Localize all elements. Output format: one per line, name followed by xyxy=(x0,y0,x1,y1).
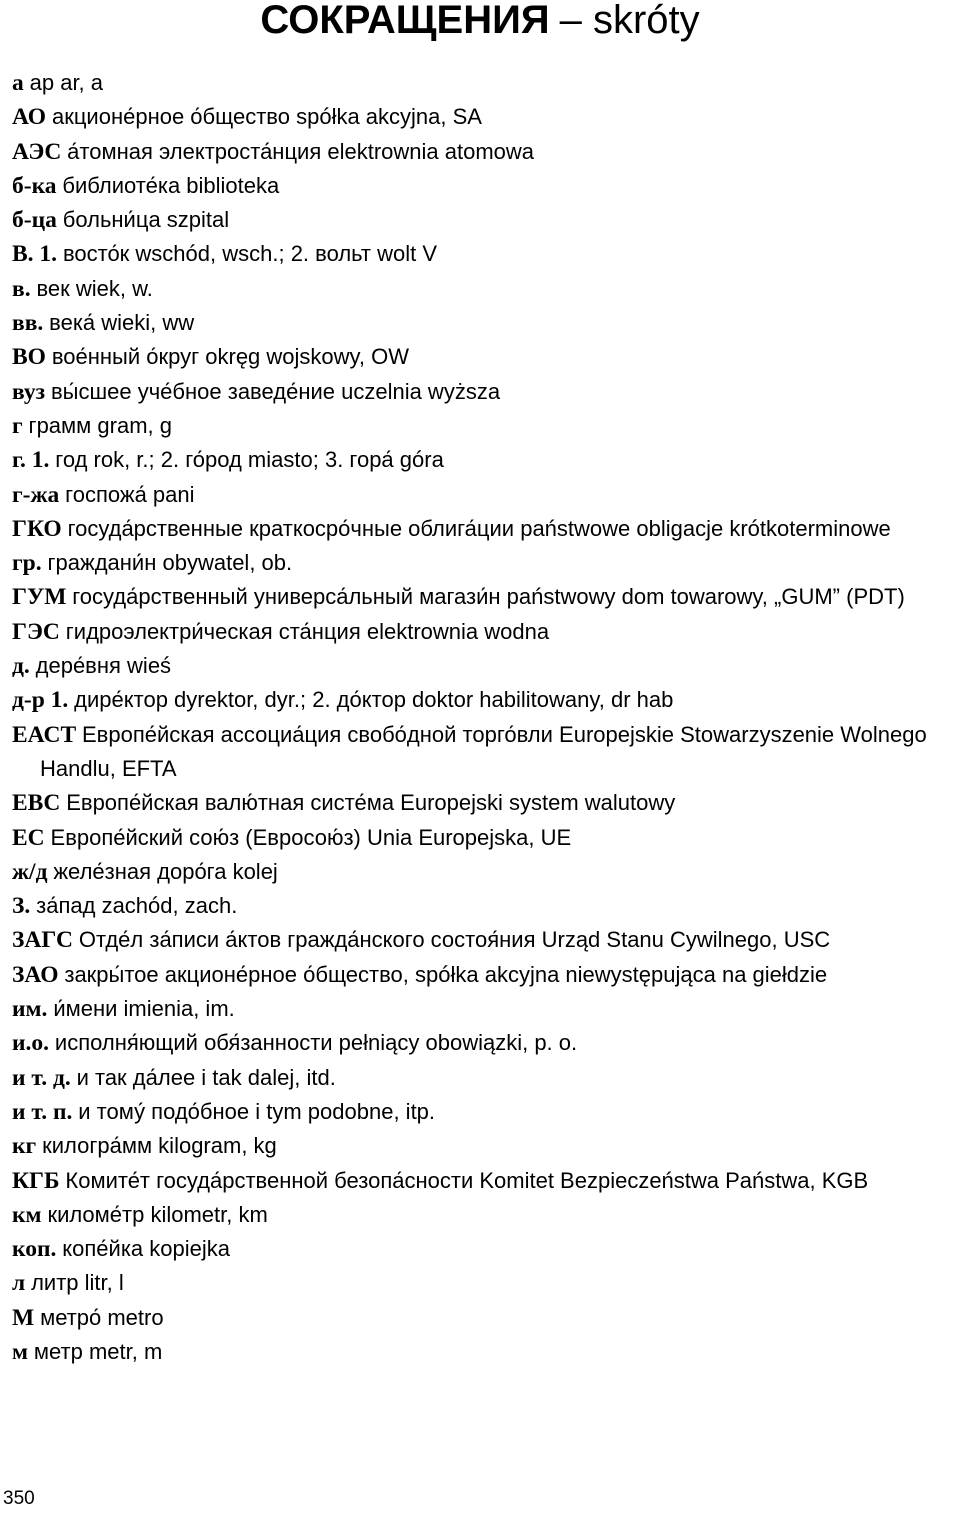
abbreviation-entry xyxy=(12,821,956,855)
abbreviation-term: М xyxy=(12,1304,35,1331)
abbreviation-definition: килогра́мм kilogram, kg xyxy=(42,1133,277,1159)
abbreviation-term: км xyxy=(12,1201,42,1228)
abbreviation-definition: Европе́йский сою́з (Евросою́з) Unia Europejska, UE xyxy=(50,824,572,850)
abbreviation-entry xyxy=(12,855,956,889)
abbreviation-definition: века́ wieki, ww xyxy=(49,310,195,336)
abbreviation-entry xyxy=(12,340,956,374)
abbreviation-entry xyxy=(12,169,956,203)
abbreviation-entry xyxy=(12,135,956,169)
abbreviation-term: АЭС xyxy=(12,138,62,165)
abbreviation-entry xyxy=(12,1164,956,1198)
abbreviation-definition: метро́ metro xyxy=(40,1304,164,1330)
abbreviation-definition: дере́вня wieś xyxy=(35,653,172,679)
abbreviation-term: г. 1. xyxy=(12,447,50,474)
abbreviation-definition: грамм gram, g xyxy=(28,412,172,438)
abbreviation-definition: литр litr, l xyxy=(31,1270,124,1296)
abbreviation-definition: Европе́йская ассоциа́ция свобо́дной торго́вли Europejskie Stowarzyszenie Wolnego Handlu, EFTA xyxy=(40,721,927,781)
abbreviation-definition: и́мени imienia, im. xyxy=(53,996,235,1022)
abbreviation-term: ж/д xyxy=(12,858,48,885)
abbreviation-entry xyxy=(12,1198,956,1232)
abbreviation-entry xyxy=(12,66,956,100)
abbreviation-term: м xyxy=(12,1338,29,1365)
abbreviation-definition: библиоте́ка biblioteka xyxy=(62,172,280,198)
abbreviation-definition: ар ar, a xyxy=(29,70,104,95)
abbreviation-term: ГЭС xyxy=(12,618,60,645)
abbreviation-definition: и так да́лее i tak dalej, itd. xyxy=(76,1064,336,1090)
abbreviation-entry xyxy=(12,512,956,546)
abbreviation-definition: год rok, r.; 2. го́род miasto; 3. гора́ góra xyxy=(55,447,444,473)
abbreviation-definition: Комите́т госуда́рственной безопа́сности Komitet Bezpieczeństwa Państwa, KGB xyxy=(65,1167,869,1193)
abbreviation-entry xyxy=(12,409,956,443)
abbreviation-definition: госуда́рственные краткосро́чные облига́ции państwowe obligacje krótkoterminowe xyxy=(67,515,891,541)
page-number: 350 xyxy=(3,1488,35,1509)
abbreviation-entry xyxy=(12,1095,956,1129)
abbreviation-entry xyxy=(12,1026,956,1060)
abbreviation-term: в. xyxy=(12,275,31,302)
abbreviation-definition: Отде́л за́писи а́ктов гражда́нского состоя́ния Urząd Stanu Cywilnego, USC xyxy=(78,927,831,953)
abbreviation-entry xyxy=(12,375,956,409)
abbreviation-term: и т. п. xyxy=(12,1098,73,1125)
abbreviation-definition: восто́к wschód, wsch.; 2. вольт wolt V xyxy=(62,241,438,267)
abbreviation-definition: вое́нный о́круг okręg wojskowy, OW xyxy=(51,344,409,370)
abbreviation-entry xyxy=(12,1266,956,1300)
abbreviation-entry xyxy=(12,615,956,649)
abbreviation-entry xyxy=(12,786,956,820)
abbreviation-term: ГКО xyxy=(12,515,62,542)
abbreviation-term: коп. xyxy=(12,1236,57,1263)
abbreviation-term: г xyxy=(12,412,23,439)
abbreviation-entry xyxy=(12,237,956,271)
abbreviation-term: ЗАО xyxy=(12,961,59,988)
abbreviation-definition: закры́тое акционе́рное о́бщество, spółka akcyjna niewystępująca na giełdzie xyxy=(64,961,828,987)
abbreviation-term: ГУМ xyxy=(12,584,67,611)
abbreviation-term: ЗАГС xyxy=(12,927,73,954)
abbreviation-term: В. 1. xyxy=(12,241,58,268)
abbreviation-term: д. xyxy=(12,653,30,680)
abbreviation-term: гр. xyxy=(12,550,42,577)
abbreviation-entry xyxy=(12,1335,956,1369)
abbreviation-entry xyxy=(12,478,956,512)
abbreviation-definition: исполня́ющий обя́занности pełniący obowiązki, p. o. xyxy=(54,1030,578,1056)
abbreviation-entry xyxy=(12,718,956,787)
abbreviation-term: им. xyxy=(12,996,48,1023)
abbreviation-definition: и тому́ подо́бное i tym podobne, itp. xyxy=(78,1098,436,1124)
abbreviation-definition: киломе́тр kilometr, km xyxy=(47,1201,268,1227)
abbreviation-definition: дире́ктор dyrektor, dyr.; 2. до́ктор doktor habilitowany, dr hab xyxy=(74,687,674,713)
abbreviation-term: АО xyxy=(12,104,47,131)
abbreviation-term: г-жа xyxy=(12,481,60,508)
abbreviation-term: ЕС xyxy=(12,824,45,851)
abbreviation-entry xyxy=(12,1232,956,1266)
abbreviation-definition: гидроэлектри́ческая ста́нция elektrownia wodna xyxy=(65,618,550,644)
abbreviation-definition: копе́йка kopiejka xyxy=(62,1236,230,1262)
abbreviation-entry xyxy=(12,992,956,1026)
abbreviation-term: ЕАСТ xyxy=(12,721,77,748)
abbreviation-entry xyxy=(12,306,956,340)
abbreviation-definition: желе́зная доро́га kolej xyxy=(53,858,278,884)
abbreviation-term: З. xyxy=(12,893,31,920)
abbreviation-entry xyxy=(12,958,956,992)
abbreviation-entry xyxy=(12,203,956,237)
abbreviation-entry xyxy=(12,100,956,134)
abbreviation-term: д-р 1. xyxy=(12,687,69,714)
abbreviation-entry xyxy=(12,272,956,306)
abbreviation-term: б-ка xyxy=(12,172,57,199)
abbreviation-definition: а́томная электроста́нция elektrownia atomowa xyxy=(67,138,535,164)
abbreviation-definition: госпожа́ pani xyxy=(65,481,195,507)
abbreviation-definition: вы́сшее уче́бное заведе́ние uczelnia wyższa xyxy=(50,378,501,404)
abbreviation-entry xyxy=(12,683,956,717)
abbreviation-entry xyxy=(12,546,956,580)
abbreviation-term: вв. xyxy=(12,310,44,337)
abbreviation-definition: граждани́н obywatel, ob. xyxy=(47,550,293,576)
abbreviation-term: а xyxy=(12,70,24,96)
abbreviation-term: вуз xyxy=(12,378,46,405)
abbreviation-entry xyxy=(12,923,956,957)
title-main: СОКРАЩЕНИЯ xyxy=(260,0,550,42)
abbreviation-list xyxy=(12,66,956,1369)
abbreviation-entry xyxy=(12,1301,956,1335)
abbreviation-entry xyxy=(12,580,956,614)
abbreviation-term: КГБ xyxy=(12,1167,60,1194)
abbreviation-term: ВО xyxy=(12,344,46,371)
abbreviation-term: б-ца xyxy=(12,207,57,234)
abbreviation-definition: Европе́йская валю́тная систе́ма Europejski system walutowy xyxy=(66,790,676,816)
abbreviation-definition: больни́ца szpital xyxy=(62,207,230,233)
abbreviation-definition: госуда́рственный универса́льный магази́н państwowy dom towarowy, „GUM” (PDT) xyxy=(72,584,905,610)
abbreviation-entry xyxy=(12,443,956,477)
page-title xyxy=(0,0,960,40)
title-sub: – skróty xyxy=(559,0,700,42)
abbreviation-term: ЕВС xyxy=(12,790,61,817)
abbreviation-definition: метр metr, m xyxy=(33,1338,163,1364)
abbreviation-entry xyxy=(12,1129,956,1163)
abbreviation-term: л xyxy=(12,1270,26,1297)
abbreviation-definition: век wiek, w. xyxy=(36,275,153,301)
abbreviation-definition: за́пад zachód, zach. xyxy=(36,893,238,919)
abbreviation-term: кг xyxy=(12,1133,37,1160)
abbreviation-term: и.о. xyxy=(12,1030,50,1057)
abbreviation-entry xyxy=(12,649,956,683)
abbreviation-term: и т. д. xyxy=(12,1064,71,1091)
abbreviation-definition: акционе́рное о́бщество spółka akcyjna, SA xyxy=(51,104,482,130)
abbreviation-entry xyxy=(12,889,956,923)
abbreviation-entry xyxy=(12,1061,956,1095)
